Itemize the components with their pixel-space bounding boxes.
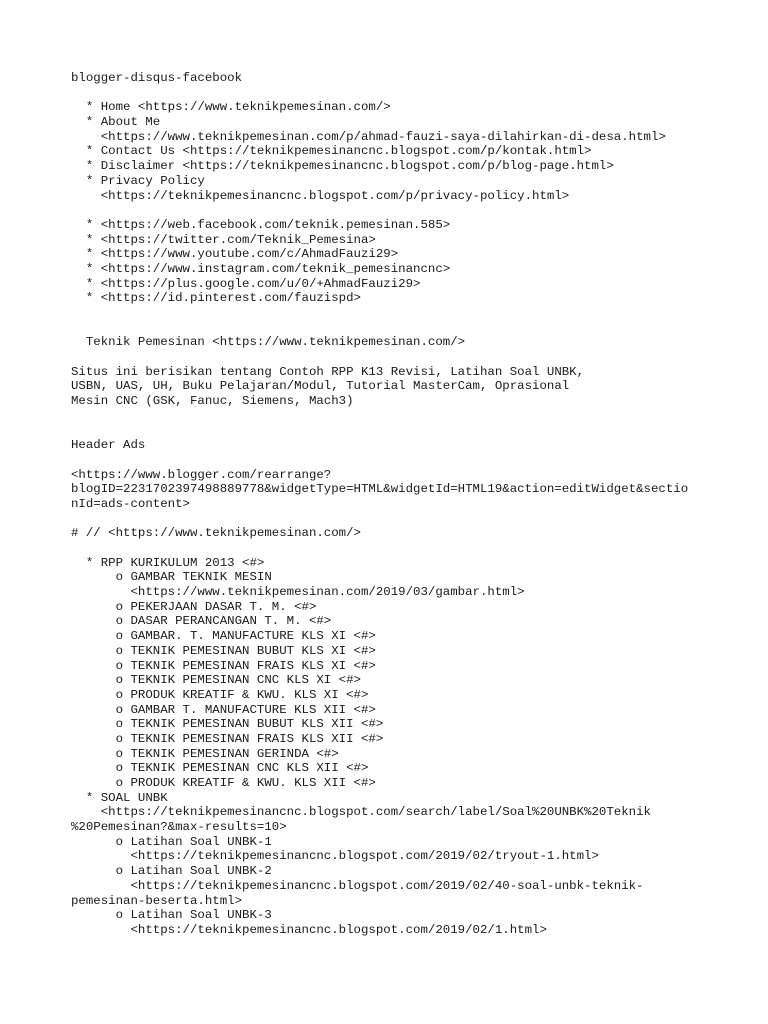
text-line: * SOAL UNBK [71, 790, 168, 805]
text-line: o GAMBAR T. MANUFACTURE KLS XII <#> [71, 702, 376, 717]
text-line: * <https://www.youtube.com/c/AhmadFauzi29> [71, 247, 399, 262]
text-line: blogger-disqus-facebook [71, 71, 243, 85]
text-line: * About Me [71, 115, 161, 130]
text-line: * <https://twitter.com/Teknik_Pemesina> [71, 232, 376, 247]
text-line: Mesin CNC (GSK, Fanuc, Siemens, Mach3) [71, 394, 354, 409]
text-line: * Home <https://www.teknikpemesinan.com/> [71, 100, 391, 115]
text-line: o PRODUK KREATIF & KWU. KLS XII <#> [71, 776, 376, 790]
blank-line [71, 203, 688, 218]
text-line: <https://teknikpemesinancnc.blogspot.com/p/privacy-policy.html> [71, 188, 570, 203]
text-line: pemesinan-beserta.html> [71, 893, 243, 908]
text-line: o GAMBAR TEKNIK MESIN [71, 570, 272, 585]
text-line: * Disclaimer <https://teknikpemesinancnc.blogspot.com/p/blog-page.html> [71, 159, 614, 174]
text-line: o PEKERJAAN DASAR T. M. <#> [71, 599, 317, 614]
text-line: Header Ads [71, 438, 146, 453]
text-line: <https://www.teknikpemesinan.com/2019/03/gambar.html> [71, 585, 525, 600]
blank-line [71, 424, 688, 439]
blank-line [71, 350, 688, 365]
text-line: * RPP KURIKULUM 2013 <#> [71, 555, 265, 570]
text-line: o Latihan Soal UNBK-3 [71, 908, 272, 923]
document-body [71, 71, 688, 938]
blank-line [71, 306, 688, 321]
text-line: o GAMBAR. T. MANUFACTURE KLS XI <#> [71, 629, 376, 644]
text-line: o TEKNIK PEMESINAN CNC KLS XI <#> [71, 673, 361, 688]
text-line: * <https://www.instagram.com/teknik_pemesinancnc> [71, 261, 451, 276]
text-line: Situs ini berisikan tentang Contoh RPP K13 Revisi, Latihan Soal UNBK, [71, 364, 585, 379]
text-line: o DASAR PERANCANGAN T. M. <#> [71, 614, 332, 629]
blank-line [71, 86, 688, 101]
text-line: <https://www.teknikpemesinan.com/p/ahmad-fauzi-saya-dilahirkan-di-desa.html> [71, 129, 666, 144]
blank-line [71, 541, 688, 556]
text-line: <https://teknikpemesinancnc.blogspot.com/2019/02/40-soal-unbk-teknik- [71, 878, 644, 893]
blank-line [71, 512, 688, 527]
text-line: o TEKNIK PEMESINAN BUBUT KLS XI <#> [71, 643, 376, 658]
text-line: <https://teknikpemesinancnc.blogspot.com/2019/02/1.html> [71, 922, 547, 937]
text-line: * <https://plus.google.com/u/0/+AhmadFauzi29> [71, 276, 421, 291]
blank-line [71, 409, 688, 424]
text-line: * <https://id.pinterest.com/fauzispd> [71, 291, 361, 306]
text-line: blogID=2231702397498889778&widgetType=HTML&widgetId=HTML19&action=editWidget&sectio [71, 482, 689, 497]
text-line: Teknik Pemesinan <https://www.teknikpemesinan.com/> [71, 335, 466, 350]
text-line: o TEKNIK PEMESINAN FRAIS KLS XI <#> [71, 658, 376, 673]
text-line: o PRODUK KREATIF & KWU. KLS XI <#> [71, 687, 369, 702]
text-line: o TEKNIK PEMESINAN FRAIS KLS XII <#> [71, 731, 384, 746]
blank-line [71, 321, 688, 336]
text-line: o TEKNIK PEMESINAN GERINDA <#> [71, 746, 339, 761]
text-line: # // <https://www.teknikpemesinan.com/> [71, 526, 361, 541]
blank-line [71, 453, 688, 468]
text-line: * Privacy Policy [71, 173, 205, 188]
text-line: nId=ads-content> [71, 496, 190, 511]
text-line: %20Pemesinan?&max-results=10> [71, 820, 287, 835]
text-line: o TEKNIK PEMESINAN CNC KLS XII <#> [71, 761, 369, 776]
text-line: * <https://web.facebook.com/teknik.pemesinan.585> [71, 217, 451, 232]
text-line: <https://teknikpemesinancnc.blogspot.com/2019/02/tryout-1.html> [71, 849, 599, 864]
text-line: o TEKNIK PEMESINAN BUBUT KLS XII <#> [71, 717, 384, 732]
text-line: * Contact Us <https://teknikpemesinancnc.blogspot.com/p/kontak.html> [71, 144, 592, 159]
text-line: o Latihan Soal UNBK-2 [71, 864, 272, 879]
text-line: o Latihan Soal UNBK-1 [71, 834, 272, 849]
text-line: <https://teknikpemesinancnc.blogspot.com/search/label/Soal%20UNBK%20Teknik [71, 805, 651, 820]
text-line: <https://www.blogger.com/rearrange? [71, 467, 332, 482]
text-line: USBN, UAS, UH, Buku Pelajaran/Modul, Tutorial MasterCam, Oprasional [71, 379, 570, 394]
